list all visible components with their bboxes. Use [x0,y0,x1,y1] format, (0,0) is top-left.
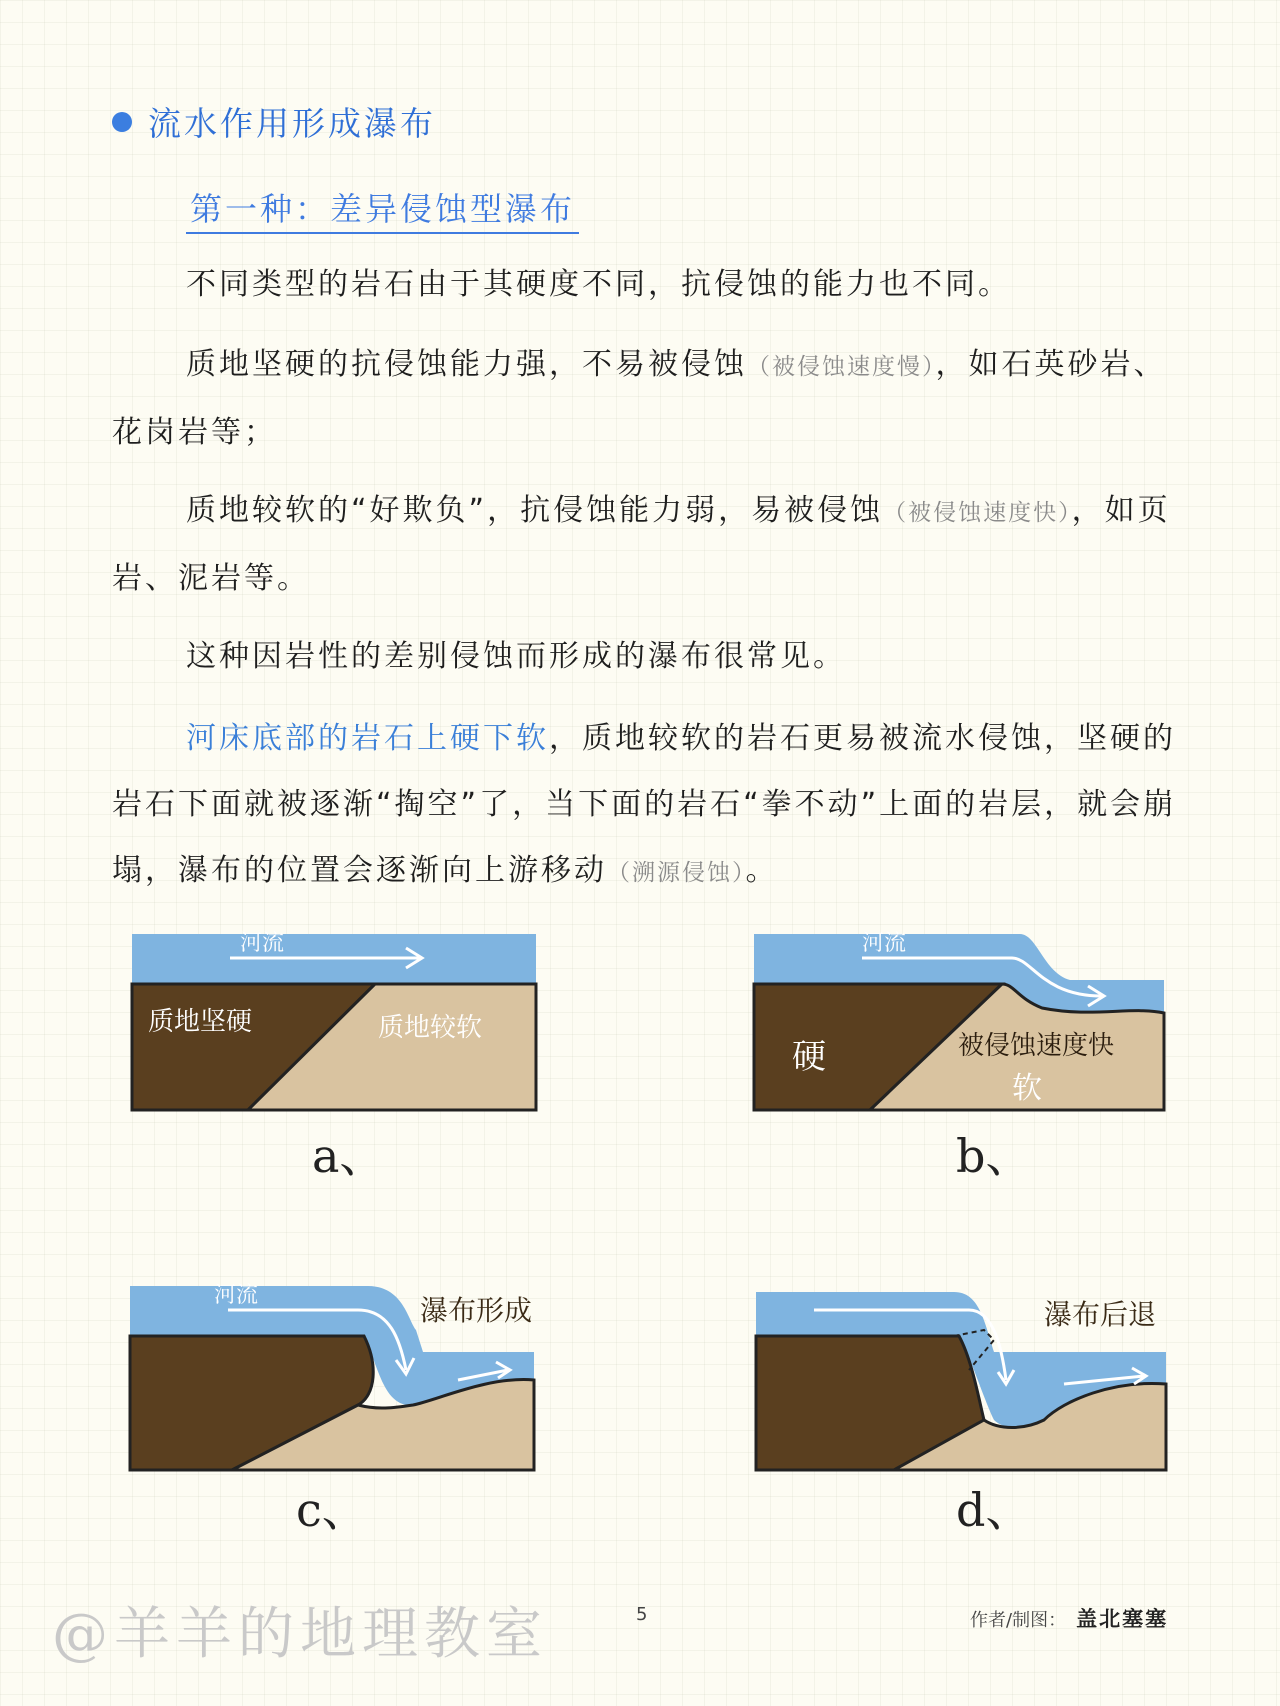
paragraph-4-text: 这种因岩性的差别侵蚀而形成的瀑布很常见。 [186,639,846,674]
author-credit [970,1603,1168,1633]
bullet-icon [112,112,132,132]
diagram-c [128,1280,548,1475]
paragraph-2-note: （被侵蚀速度慢） [747,354,936,380]
paragraph-1 [112,252,1182,318]
footer-brand: @羊羊的地理教室 [52,1602,548,1667]
paragraph-5-highlight: 河床底部的岩石上硬下软 [186,721,549,756]
paragraph-5-main: ，质地较软的岩石更易被流水侵蚀，坚硬的岩石下面就被逐渐“掏空”了，当下面的岩石“拳不动”上面的岩层，就会崩塌，瀑布的位置会逐渐向上游移动 [112,721,1177,888]
paragraph-2-main: 质地坚硬的抗侵蚀能力强，不易被侵蚀 [186,347,747,382]
paragraph-4 [112,624,1182,690]
paragraph-2 [112,332,1182,466]
paragraph-3-main: 质地较软的“好欺负”，抗侵蚀能力弱，易被侵蚀 [186,493,884,528]
paragraph-5-note: （溯源侵蚀） [607,860,746,886]
sub-heading: 第一种：差异侵蚀型瀑布 [186,184,579,234]
river-label: 河流 [214,1283,259,1308]
section-title: 流水作用形成瀑布 [148,104,436,143]
paragraph-1-text: 不同类型的岩石由于其硬度不同，抗侵蚀的能力也不同。 [186,267,1011,302]
author-label: 作者/制图： [970,1610,1067,1631]
hard-label: 硬 [792,1037,826,1077]
diagram-d [754,1280,1174,1475]
paragraph-3 [112,478,1182,612]
river-label: 河流 [240,931,285,956]
diagram-b [752,928,1172,1118]
paragraph-5-end: 。 [745,853,779,888]
diagram-b-letter: b、 [956,1129,1032,1183]
soft-label: 质地较软 [378,1013,483,1043]
paragraph-3-note: （被侵蚀速度快） [883,500,1072,526]
fast-erosion-label: 被侵蚀速度快 [958,1031,1115,1061]
falls-forming-label: 瀑布形成 [420,1294,533,1327]
author-name: 盖北塞塞 [1076,1607,1169,1631]
diagram-a-letter: a、 [312,1129,386,1183]
paragraph-2-rest: ，如石英砂岩、花岗岩等； [112,347,1167,450]
diagram-d-letter: d、 [956,1483,1032,1537]
diagram-a [130,928,540,1118]
paragraph-5 [112,706,1182,906]
section-heading [112,98,436,145]
falls-retreat-label: 瀑布后退 [1044,1298,1157,1331]
page-number: 5 [636,1604,648,1625]
river-label: 河流 [862,931,907,956]
diagram-c-letter: c、 [296,1483,368,1537]
paragraph-3-rest: ，如页岩、泥岩等。 [112,493,1171,596]
soft-label: 软 [1012,1071,1042,1106]
hard-label: 质地坚硬 [148,1007,253,1037]
